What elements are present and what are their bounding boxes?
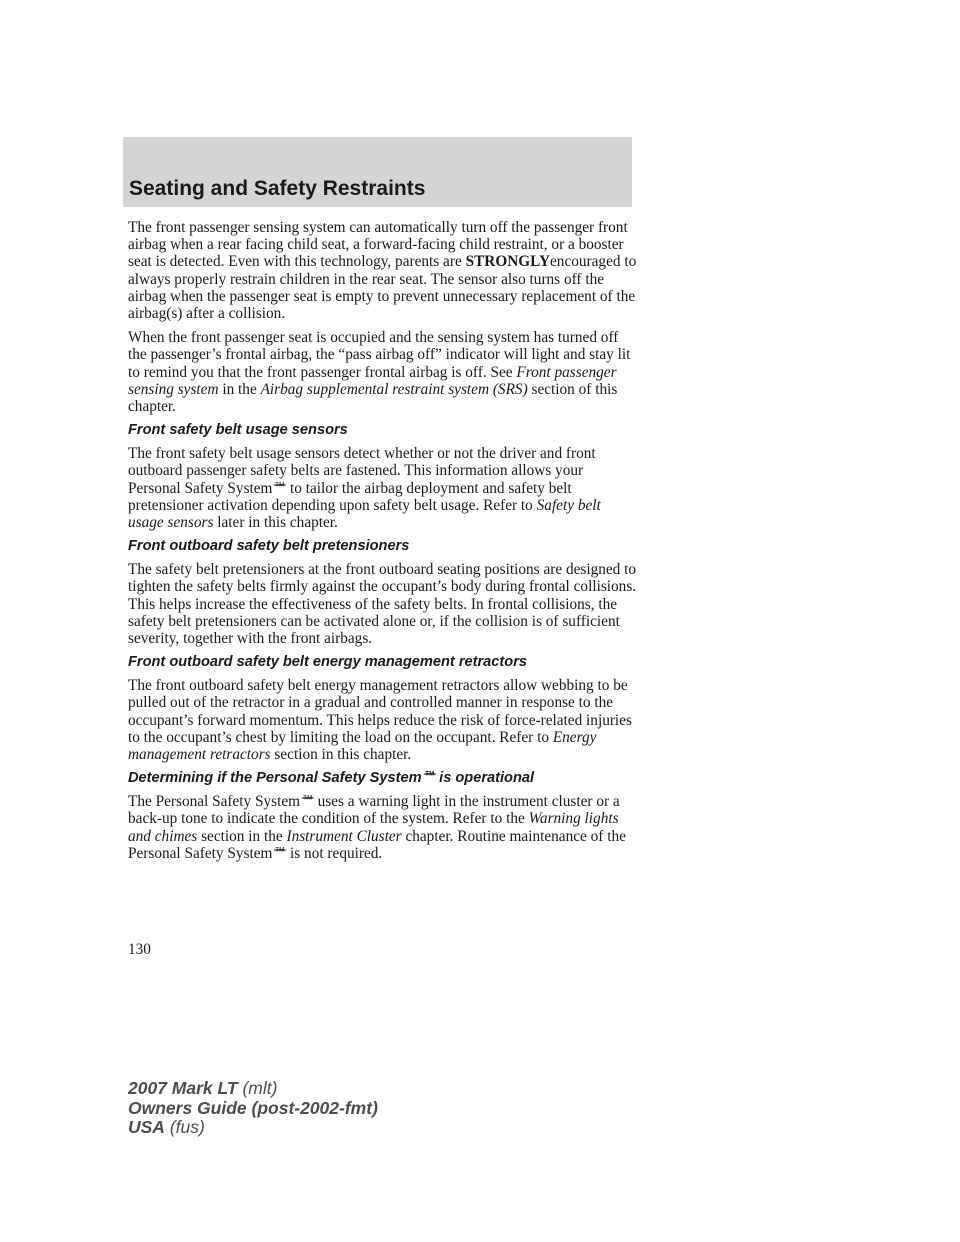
document-footer	[128, 1079, 378, 1138]
paragraph-energy-management-retractors: The front outboard safety belt energy management retractors allow webbing to be pulled out of the retractor in a gradual and controlled manner in response to the occupant’s forward momentum. This helps reduce the risk of force-related injuries to the occupant’s chest by limiting the load on the occupant. Refer to Energy management retractors section in this chapter.	[128, 677, 632, 764]
cross-reference: Airbag supplemental restraint system (SRS)	[260, 380, 528, 398]
footer-line-guide: Owners Guide (post-2002-fmt)	[128, 1097, 378, 1118]
section-title: Seating and Safety Restraints	[129, 177, 426, 200]
cross-reference: Safety belt usage sensors	[128, 496, 601, 532]
cross-reference: Warning lights and chimes	[128, 810, 619, 845]
heading-system-operational: Determining if the Personal Safety System TM is operational	[128, 770, 535, 787]
footer-line-model: 2007 Mark LT (mlt)	[128, 1078, 278, 1098]
heading-belt-pretensioners: Front outboard safety belt pretensioners	[128, 538, 410, 555]
trademark-icon: TM	[424, 770, 434, 778]
section-header-band	[123, 137, 632, 207]
cross-reference: Energy management retractors	[128, 728, 597, 764]
page-number: 130	[128, 941, 151, 958]
emphasis-strongly: STRONGLY	[465, 253, 551, 271]
cross-reference: Front passenger sensing system	[128, 363, 617, 398]
paragraph-pass-airbag-off: When the front passenger seat is occupied and the sensing system has turned off the passenger’s frontal airbag, the “pass airbag off” indicator will light and stay lit to remind you that the front passenger frontal airbag is off. See Front passenger sensing system in the Airbag supplemental restraint system (SRS) section of this chapter.	[128, 329, 631, 416]
trademark-icon: TM	[275, 845, 285, 853]
heading-energy-management-retractors: Front outboard safety belt energy management retractors	[128, 654, 527, 671]
paragraph-belt-usage-sensors: The front safety belt usage sensors detect whether or not the driver and front outboard passenger safety belts are fastened. This information allows your Personal Safety System TM to tailor the airbag deployment and safety belt pretensioner activation depending upon safety belt usage. Refer to Safety belt usage sensors later in this chapter.	[128, 445, 601, 532]
page-content	[128, 219, 638, 869]
paragraph-belt-pretensioners: The safety belt pretensioners at the front outboard seating positions are designed to tighten the safety belts firmly against the occupant’s body during frontal collisions. This helps increase the effectiveness of the safety belts. In frontal collisions, the safety belt pretensioners can be activated alone or, if the collision is of sufficient severity, together with the front airbags.	[128, 561, 637, 648]
trademark-icon: TM	[275, 480, 285, 488]
heading-belt-usage-sensors: Front safety belt usage sensors	[128, 422, 348, 439]
paragraph-passenger-sensing: The front passenger sensing system can automatically turn off the passenger front airbag when a rear facing child seat, a forward-facing child restraint, or a booster seat is detected. Even with this technology, parents are STRONGLYencouraged to always properly restrain children in the rear seat. The sensor also turns off the airbag when the passenger seat is empty to prevent unnecessary replacement of the airbag(s) after a collision.	[128, 219, 637, 323]
paragraph-system-operational: The Personal Safety System TM uses a warning light in the instrument cluster or a back-up tone to indicate the condition of the system. Refer to the Warning lights and chimes section in the Instrument Cluster chapter. Routine maintenance of the Personal Safety System TM is not required.	[128, 793, 626, 862]
cross-reference: Instrument Cluster	[286, 827, 402, 845]
trademark-icon: TM	[303, 794, 313, 802]
footer-line-region: USA (fus)	[128, 1117, 205, 1137]
